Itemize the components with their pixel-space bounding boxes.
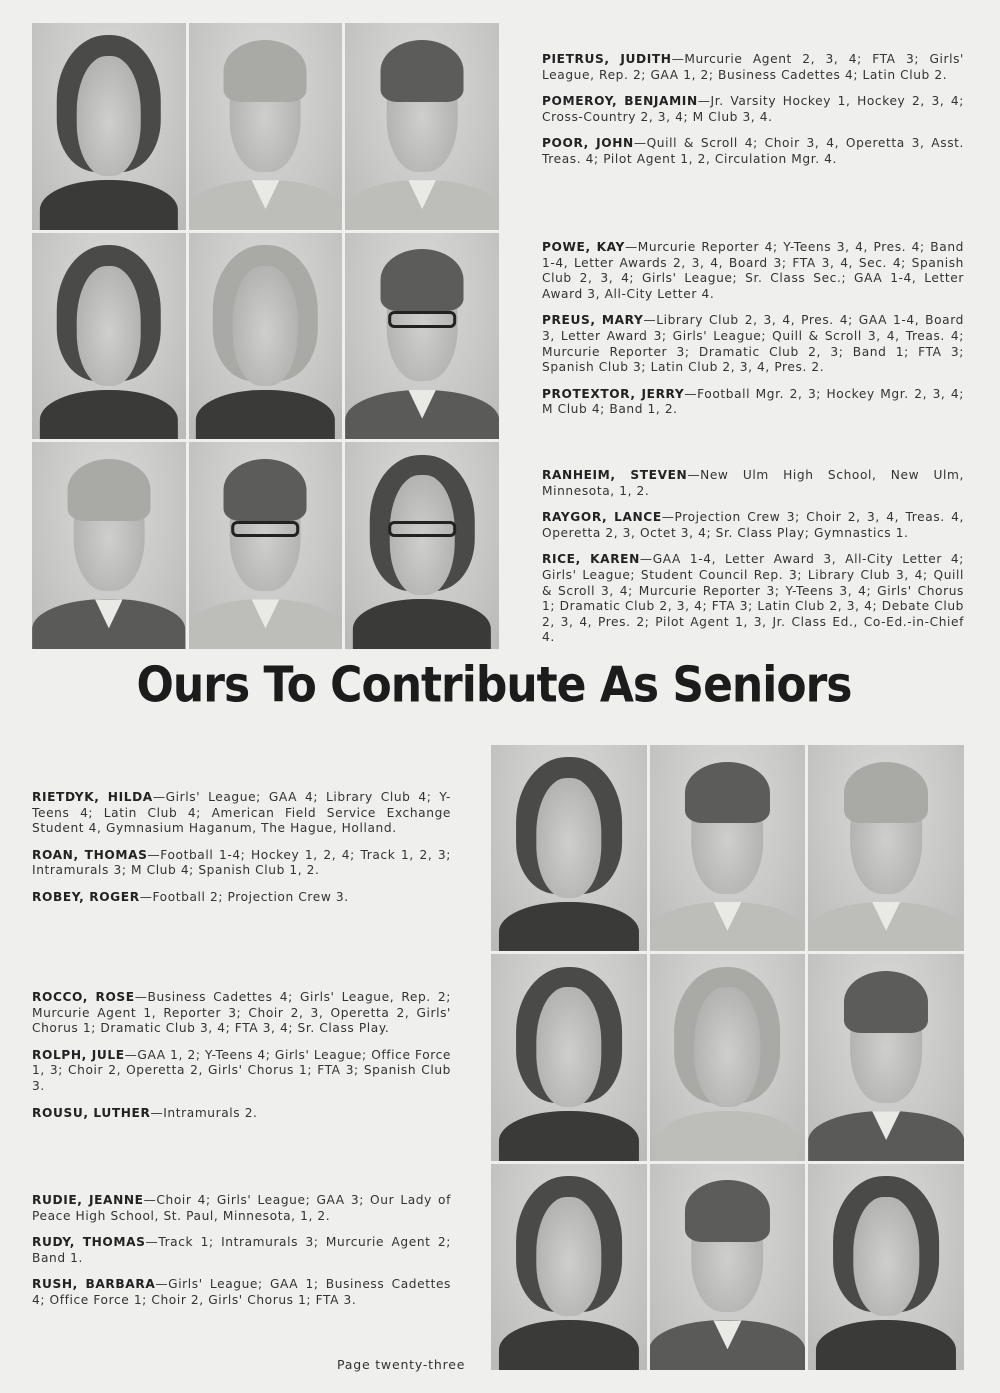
photo-grid-bottom (491, 745, 964, 1370)
student-name: RAYGOR, LANCE (542, 510, 662, 525)
student-activities: —Track 1; Intramurals 3; Murcurie Agent 2; Band 1. (32, 1235, 451, 1265)
student-activities: —Projection Crew 3; Choir 2, 3, 4, Treas. 4, Operetta 2, 3, Octet 3, 4; Sr. Class Play; Gymnastics 1. (542, 510, 964, 540)
portrait-photo (650, 1164, 806, 1370)
student-activities: —Choir 4; Girls' League; GAA 3; Our Lady of Peace High School, St. Paul, Minnesota, 1, 2. (32, 1193, 452, 1223)
bio-entry (542, 468, 964, 499)
portrait-photo (32, 442, 186, 649)
bio-entry (32, 1235, 451, 1266)
bio-group (32, 790, 451, 917)
portrait-photo (345, 442, 499, 649)
bio-entry (32, 1048, 451, 1095)
student-activities: —Business Cadettes 4; Girls' League, Rep. 2; Murcurie Agent 1, Reporter 3; Choir 2, 3, Operetta 2, Girls' Chorus 1; Dramatic Club 3, 4; FTA 3, 4; Sr. Class Play. (32, 990, 451, 1036)
portrait-photo (345, 23, 499, 230)
bio-entry (32, 890, 451, 906)
student-name: ROBEY, ROGER (32, 889, 140, 904)
student-name: ROCCO, ROSE (32, 990, 135, 1004)
student-name: PREUS, MARY (542, 313, 644, 328)
bio-entry (32, 790, 451, 837)
bio-entry (542, 313, 964, 375)
portrait-photo (32, 23, 186, 230)
bio-entry (542, 136, 964, 167)
student-name: RUDIE, JEANNE (32, 1193, 144, 1207)
portrait-photo (189, 233, 343, 440)
bio-group (32, 1193, 451, 1320)
portrait-photo (345, 233, 499, 440)
student-activities: —Football Mgr. 2, 3; Hockey Mgr. 2, 3, 4; M Club 4; Band 1, 2. (542, 386, 964, 417)
student-activities: —Jr. Varsity Hockey 1, Hockey 2, 3, 4; Cross-Country 2, 3, 4; M Club 3, 4. (542, 94, 964, 124)
student-name: POWE, KAY (542, 240, 625, 254)
student-name: POMEROY, BENJAMIN (542, 94, 698, 109)
student-activities: —Murcurie Agent 2, 3, 4; FTA 3; Girls' League, Rep. 2; GAA 1, 2; Business Cadettes 4; Latin Club 2. (542, 52, 964, 82)
student-activities: —GAA 1-4, Letter Award 3, All-City Letter 4; Girls' League; Student Council Rep. 3; Library Club 3, 4; Quill & Scroll 3, 4; Murcurie Reporter 3; Y-Teens 3, 4; Girls' Chorus 1; Dramatic Club 2, 3, 4; FTA 3; Latin Club 2, 3, 4; Debate Club 2, 3, 4, Pres. 2; Pilot Agent 1, 3, Jr. Class Ed., Co-Ed.-in-Chief 4. (542, 552, 964, 645)
portrait-photo (808, 1164, 964, 1370)
portrait-photo (491, 745, 647, 951)
page-headline: Ours To Contribute As Seniors (136, 656, 852, 715)
bio-entry (32, 1193, 451, 1224)
bio-entry (542, 52, 964, 83)
student-activities: —Football 1-4; Hockey 1, 2, 4; Track 1, 2, 3; Intramurals 3; M Club 4; Spanish Club 1, 2. (32, 847, 451, 878)
portrait-photo (491, 1164, 647, 1370)
student-name: ROUSU, LUTHER (32, 1105, 151, 1120)
bio-group (542, 240, 964, 429)
bio-entry (542, 94, 964, 125)
portrait-photo (808, 745, 964, 951)
student-name: RUDY, THOMAS (32, 1235, 146, 1250)
bio-entry (542, 552, 964, 646)
student-activities: —New Ulm High School, New Ulm, Minnesota, 1, 2. (542, 468, 964, 498)
portrait-photo (808, 954, 964, 1160)
student-activities: —Library Club 2, 3, 4, Pres. 4; GAA 1-4, Board 3, Letter Award 3; Girls' League; Quill & Scroll 3, 4, Treas. 4; Murcurie Reporter 3; Dramatic Club 2, 3; Band 1; FTA 3; Spanish Club 3; Latin Club 2, 3, 4, Pres. 2. (542, 313, 964, 375)
student-name: ROLPH, JULE (32, 1047, 125, 1062)
photo-grid-top (32, 23, 499, 649)
bio-group (542, 52, 964, 179)
student-name: PIETRUS, JUDITH (542, 52, 672, 66)
portrait-photo (650, 745, 806, 951)
portrait-photo (189, 442, 343, 649)
bio-entry (32, 1106, 451, 1122)
student-name: PROTEXTOR, JERRY (542, 386, 685, 401)
student-name: RANHEIM, STEVEN (542, 468, 688, 482)
student-activities: —GAA 1, 2; Y-Teens 4; Girls' League; Office Force 1, 3; Choir 2, Operetta 2, Girls' Chorus 1; FTA 3; Spanish Club 3. (32, 1047, 452, 1093)
bio-entry (32, 990, 451, 1037)
portrait-photo (189, 23, 343, 230)
student-activities: —Intramurals 2. (150, 1105, 258, 1120)
bio-entry (542, 387, 964, 418)
bio-group (542, 468, 964, 657)
bio-entry (32, 1277, 451, 1308)
student-activities: —Murcurie Reporter 4; Y-Teens 3, 4, Pres. 4; Band 1-4, Letter Awards 2, 3, 4, Board 3; FTA 3, 4, Sec. 4; Spanish Club 2, 3, 4; Girls' League; Sr. Class Sec.; GAA 1-4, Letter Award 3, All-City Letter 4. (542, 240, 964, 301)
student-name: RICE, KAREN (542, 552, 640, 567)
student-activities: —Football 2; Projection Crew 3. (139, 889, 349, 904)
page-number: Page twenty-three (337, 1357, 466, 1372)
bio-group (32, 990, 451, 1132)
student-activities: —Quill & Scroll 4; Choir 3, 4, Operetta 3, Asst. Treas. 4; Pilot Agent 1, 2, Circulation Mgr. 4. (542, 136, 965, 166)
portrait-photo (32, 233, 186, 440)
student-name: RUSH, BARBARA (32, 1277, 156, 1292)
bio-entry (32, 848, 451, 879)
portrait-photo (650, 954, 806, 1160)
student-activities: —Girls' League; GAA 4; Library Club 4; Y-Teens 4; Latin Club 4; American Field Service Exchange Student 4, Gymnasium Haganum, The Hague, Holland. (32, 790, 451, 836)
portrait-photo (491, 954, 647, 1160)
student-name: RIETDYK, HILDA (32, 790, 153, 804)
bio-entry (542, 240, 964, 302)
student-name: ROAN, THOMAS (32, 847, 148, 862)
student-activities: —Girls' League; GAA 1; Business Cadettes 4; Office Force 1; Choir 2, Girls' Chorus 1; FTA 3. (32, 1277, 451, 1307)
bio-entry (542, 510, 964, 541)
student-name: POOR, JOHN (542, 136, 634, 151)
